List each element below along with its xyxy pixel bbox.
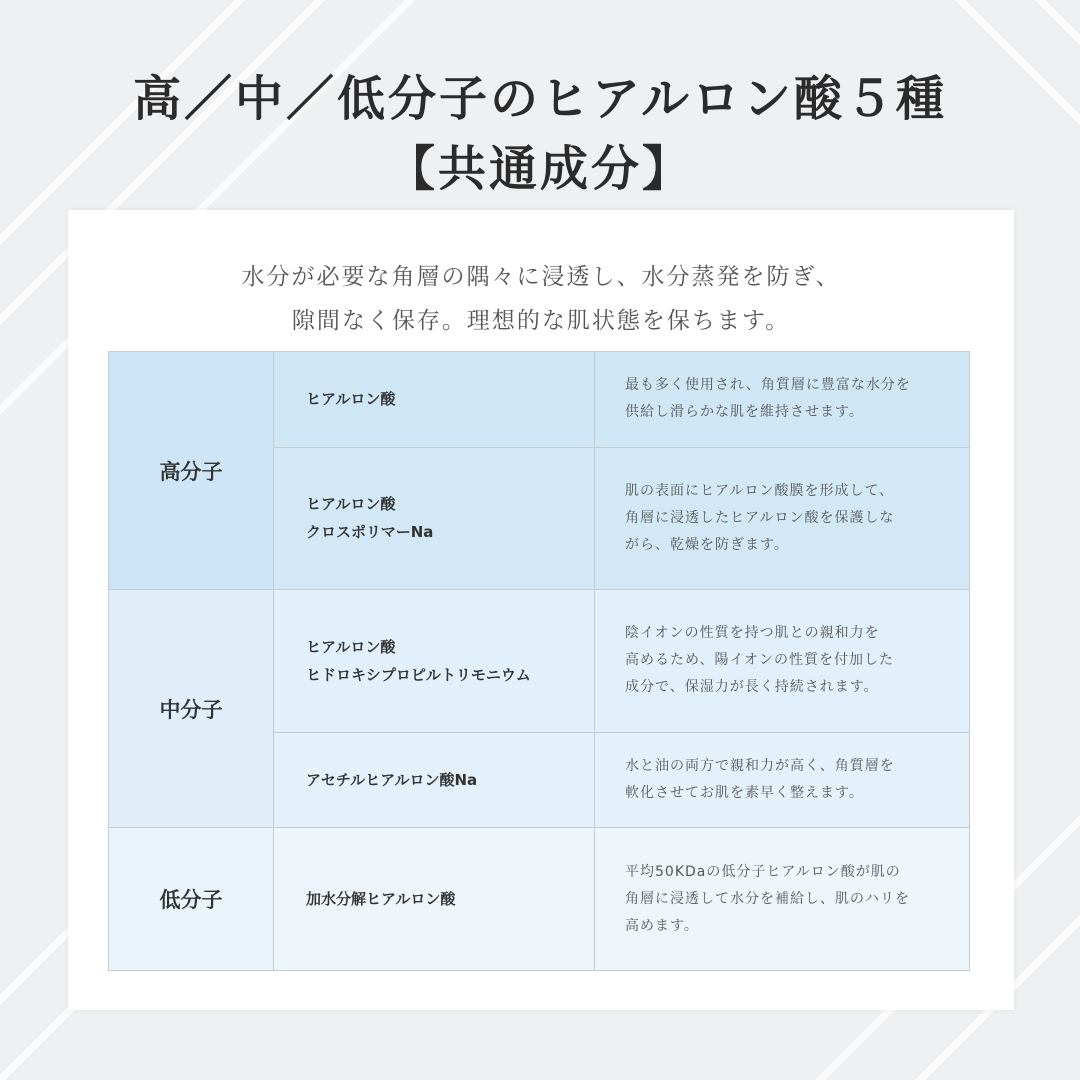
- intro-text-line-2: 隙間なく保存。理想的な肌状態を保ちます。: [291, 308, 791, 334]
- ingredient-description: 肌の表面にヒアルロン酸膜を形成して、 角層に浸透したヒアルロン酸を保護しな がら、乾燥を防ぎます。: [595, 447, 970, 590]
- table-row: [109, 828, 970, 971]
- ingredient-name: アセチルヒアルロン酸Na: [274, 732, 595, 828]
- table-row: [109, 352, 970, 448]
- group-label-medium: 中分子: [109, 590, 274, 828]
- page-subtitle: 【共通成分】: [386, 141, 693, 197]
- ingredient-name: ヒアルロン酸 クロスポリマーNa: [274, 447, 595, 590]
- ingredient-name: ヒアルロン酸: [274, 352, 595, 448]
- ingredient-description: 水と油の両方で親和力が高く、角質層を 軟化させてお肌を素早く整えます。: [595, 732, 970, 828]
- ingredient-description: 平均50KDaの低分子ヒアルロン酸が肌の 角層に浸透して水分を補給し、肌のハリを 高めます。: [595, 828, 970, 971]
- ingredient-description: 陰イオンの性質を持つ肌との親和力を 高めるため、陽イオンの性質を付加した 成分で、保湿力が長く持続されます。: [595, 590, 970, 733]
- ingredient-name: ヒアルロン酸 ヒドロキシプロピルトリモニウム: [274, 590, 595, 733]
- ingredient-description: 最も多く使用され、角質層に豊富な水分を 供給し滑らかな肌を維持させます。: [595, 352, 970, 448]
- content-card: [68, 210, 1014, 1010]
- ingredient-name: 加水分解ヒアルロン酸: [274, 828, 595, 971]
- hyaluronic-acid-table: [108, 351, 970, 971]
- group-label-low: 低分子: [109, 828, 274, 971]
- group-label-high: 高分子: [109, 352, 274, 590]
- intro-text-line-1: 水分が必要な角層の隅々に浸透し、水分蒸発を防ぎ、: [241, 264, 841, 290]
- page-title: 高／中／低分子のヒアルロン酸５種: [132, 71, 948, 127]
- table-row: [109, 590, 970, 733]
